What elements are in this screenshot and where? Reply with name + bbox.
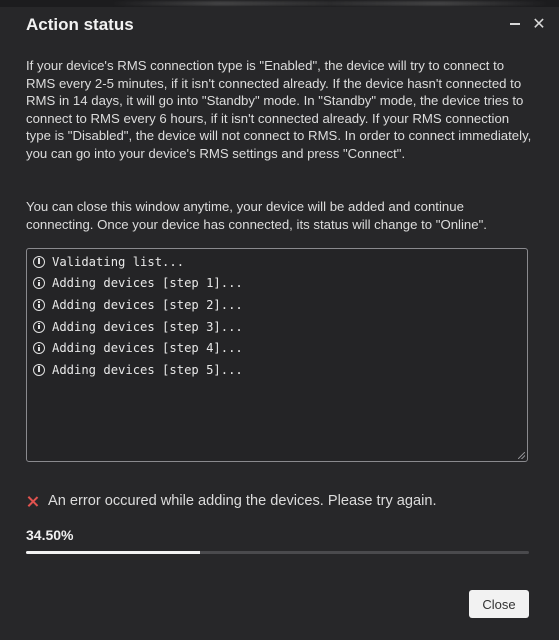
rms-info-paragraph: If your device's RMS connection type is "Enabled", the device will try to connect to RMS every 2-5 minutes, if it isn't connected already. If the device hasn't connected to RMS in 14 days, it will go into "Standby" mode. In "Standby" mode, the device tries to connect to RMS every 6 hours, if it isn't connected already. If your RMS connection type is "Disabled", the device will not connect to RMS. In order to connect immediately, you can go into your device's RMS settings and press "Connect".: [26, 58, 532, 161]
info-icon: [33, 277, 45, 289]
error-message: An error occured while adding the devices. Please try again.: [48, 493, 437, 509]
dialog-title: Action status: [26, 15, 134, 34]
log-line: [33, 316, 527, 338]
close-icon: ✕: [532, 16, 546, 33]
progress-bar-fill: [26, 551, 200, 554]
resize-handle[interactable]: [518, 452, 525, 459]
error-message-row: [26, 493, 437, 509]
log-line: [33, 251, 527, 273]
log-line: [33, 337, 527, 359]
close-button[interactable]: Close: [469, 590, 529, 618]
minimize-icon: [510, 23, 520, 25]
minimize-button[interactable]: [504, 13, 526, 35]
progress-percentage: 34.50%: [26, 527, 74, 543]
info-icon: [33, 364, 45, 376]
log-line: [33, 294, 527, 316]
error-x-icon: [27, 496, 38, 507]
log-line-text: Adding devices [step 2]...: [52, 297, 243, 312]
log-line-text: Validating list...: [52, 254, 185, 269]
background-blurred-text: [110, 1, 550, 6]
log-line-text: Adding devices [step 4]...: [52, 341, 243, 356]
action-status-dialog: [0, 7, 559, 640]
info-icon: [33, 299, 45, 311]
log-line: [33, 359, 527, 381]
close-window-paragraph: You can close this window anytime, your device will be added and continue connecting. Once your device has connected, its status will change to "Online".: [26, 199, 487, 232]
log-line-text: Adding devices [step 1]...: [52, 276, 243, 291]
log-line-text: Adding devices [step 3]...: [52, 319, 243, 334]
status-log[interactable]: [26, 248, 528, 462]
log-line: [33, 273, 527, 295]
progress-bar: [26, 551, 529, 554]
log-line-text: Adding devices [step 5]...: [52, 362, 243, 377]
dialog-header: [0, 7, 559, 43]
info-icon: [33, 256, 45, 268]
info-icon: [33, 321, 45, 333]
info-icon: [33, 342, 45, 354]
close-icon-button[interactable]: [528, 13, 550, 35]
background-page-strip: [0, 0, 559, 7]
